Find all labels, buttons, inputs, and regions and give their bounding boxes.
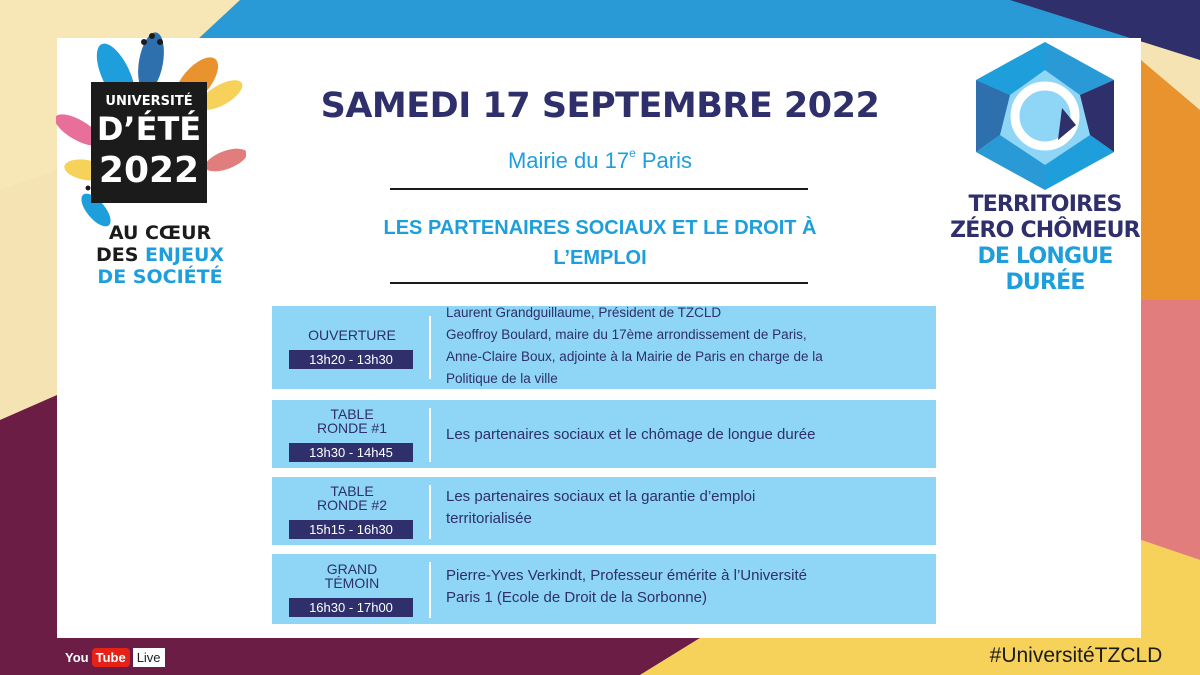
logo-line-universite: UNIVERSITÉ xyxy=(105,94,193,109)
universite-ete-logo xyxy=(91,82,207,203)
youtube-live-badge[interactable] xyxy=(62,645,165,669)
row-separator xyxy=(429,485,431,539)
divider-bottom xyxy=(390,282,808,284)
program-row-ouverture xyxy=(272,306,936,389)
desc-line: Geoffroy Boulard, maire du 17ème arrondissement de Paris, xyxy=(446,327,807,342)
row-time: 13h20 - 13h30 xyxy=(289,350,413,369)
tagline-enjeux: ENJEUX xyxy=(145,244,225,266)
venue-sup: e xyxy=(629,146,636,160)
subtitle-line1: LES PARTENAIRES SOCIAUX ET LE DROIT À xyxy=(383,217,817,239)
desc-line: territorialisée xyxy=(446,510,532,527)
divider-top xyxy=(390,188,808,190)
row-time: 15h15 - 16h30 xyxy=(289,520,413,539)
left-tagline xyxy=(74,222,246,288)
tagline-line2 xyxy=(74,244,246,266)
venue-suffix: Paris xyxy=(635,148,692,173)
desc-line: Les partenaires sociaux et la garantie d’emploi xyxy=(446,488,756,505)
program-row-grand-temoin xyxy=(272,554,936,624)
desc-line: Paris 1 (Ecole de Droit de la Sorbonne) xyxy=(446,589,707,606)
program-row-table-ronde-2 xyxy=(272,477,936,545)
tagline-line1: AU CŒUR xyxy=(108,222,212,244)
desc-line: Laurent Grandguillaume, Président de TZCLD xyxy=(446,305,722,320)
venue xyxy=(390,148,810,174)
subtitle xyxy=(330,213,870,273)
row-label xyxy=(288,484,416,512)
desc-line: Anne-Claire Boux, adjointe à la Mairie de Paris en charge de la xyxy=(446,349,823,364)
row-separator xyxy=(429,562,431,618)
tzcld-line3: DE LONGUE xyxy=(977,244,1113,269)
label-line1: GRAND xyxy=(326,561,378,577)
desc-line: Les partenaires sociaux et le chômage de longue durée xyxy=(446,426,816,443)
row-label xyxy=(288,407,416,435)
desc-line: Politique de la ville xyxy=(446,371,558,386)
label-line2: RONDE #2 xyxy=(316,497,388,513)
logo-line-year: 2022 xyxy=(98,150,200,191)
row-label: OUVERTURE xyxy=(308,327,396,343)
tzcld-hexagon-icon xyxy=(970,40,1120,192)
page-title: SAMEDI 17 SEPTEMBRE 2022 xyxy=(320,86,880,126)
tagline-des: DES xyxy=(95,244,146,266)
venue-prefix: Mairie du 17 xyxy=(507,148,630,173)
row-time: 16h30 - 17h00 xyxy=(289,598,413,617)
row-description xyxy=(446,302,926,390)
logo-line-dete: D’ÉTÉ xyxy=(96,110,202,148)
youtube-live: Live xyxy=(133,648,165,667)
row-description xyxy=(446,565,926,609)
row-label xyxy=(288,562,416,590)
tzcld-line1: TERRITOIRES xyxy=(968,192,1122,217)
row-time: 13h30 - 14h45 xyxy=(289,443,413,462)
hashtag: #UniversitéTZCLD xyxy=(989,644,1163,667)
desc-line: Pierre-Yves Verkindt, Professeur émérite à l’Université xyxy=(446,567,807,584)
tzcld-line2: ZÉRO CHÔMEUR xyxy=(950,218,1140,243)
tzcld-tagline xyxy=(940,192,1150,296)
row-separator xyxy=(429,408,431,462)
row-separator xyxy=(429,316,431,379)
label-line1: TABLE xyxy=(330,406,374,422)
label-line1: TABLE xyxy=(330,483,374,499)
row-description xyxy=(446,424,926,446)
youtube-you: You xyxy=(65,649,89,665)
program-row-table-ronde-1 xyxy=(272,400,936,468)
label-line2: RONDE #1 xyxy=(316,420,388,436)
row-description xyxy=(446,486,926,530)
label-line2: TÉMOIN xyxy=(324,575,380,591)
tzcld-line4: DURÉE xyxy=(1005,270,1085,295)
tagline-line3: DE SOCIÉTÉ xyxy=(97,266,223,288)
youtube-tube: Tube xyxy=(92,648,130,667)
subtitle-line2: L’EMPLOI xyxy=(553,247,647,269)
